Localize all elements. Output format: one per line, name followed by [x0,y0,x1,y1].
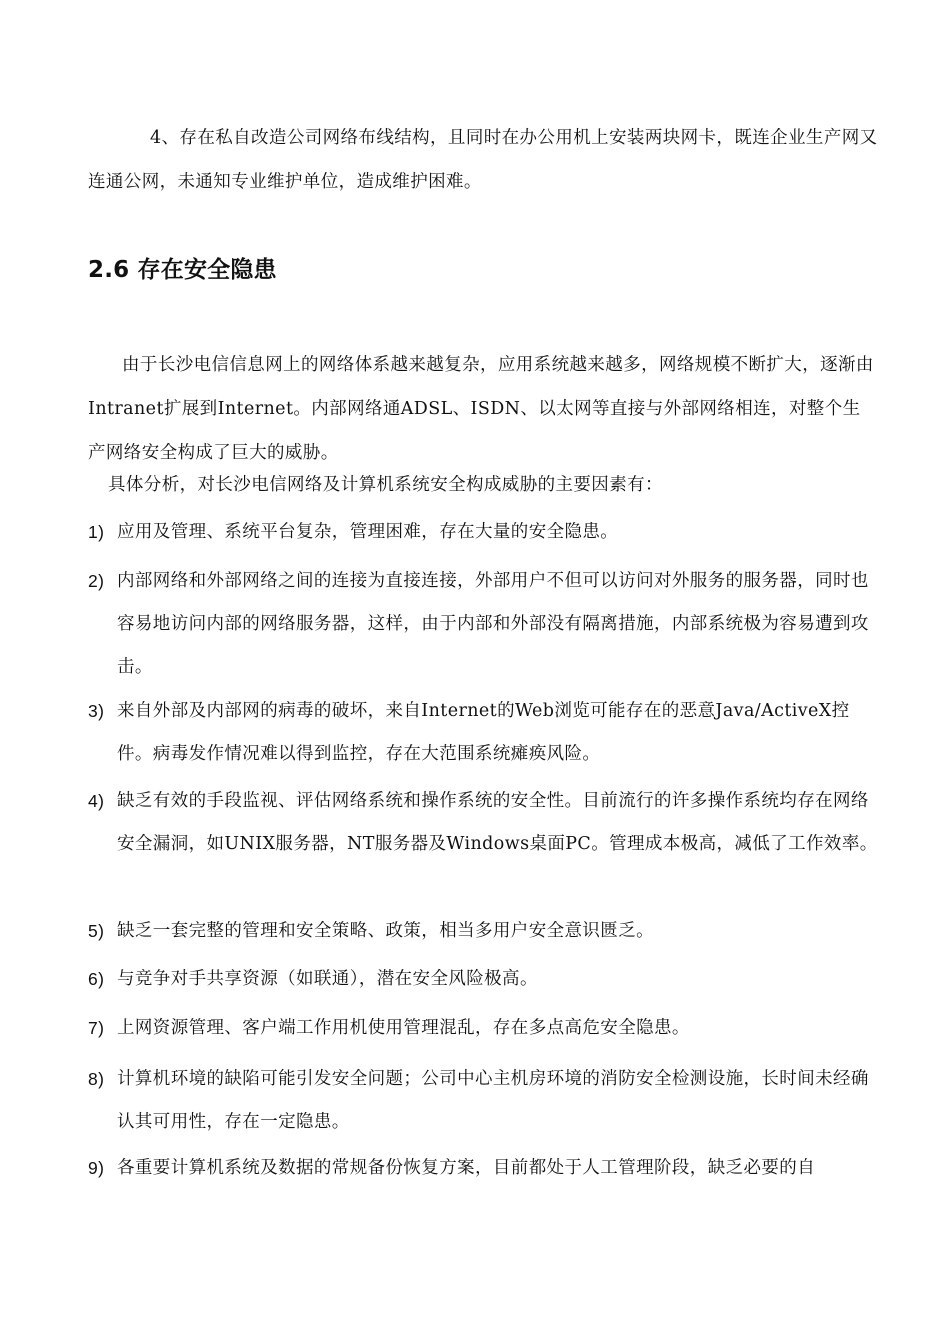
list-item [88,560,878,689]
list-item-text: 计算机环境的缺陷可能引发安全问题；公司中心主机房环境的消防安全检测设施，长时间未经确认其可用性，存在一定隐患。 [117,1069,869,1132]
list-item-text: 与竞争对手共享资源（如联通），潜在安全风险极高。 [117,969,538,989]
intro-paragraph: 4、存在私自改造公司网络布线结构，且同时在办公用机上安装两块网卡，既连企业生产网又连通公网，未通知专业维护单位，造成维护困难。 [88,128,878,192]
list-item-text: 缺乏有效的手段监视、评估网络系统和操作系统的安全性。目前流行的许多操作系统均存在网络安全漏洞，如UNIX服务器，NT服务器及Windows桌面PC。管理成本极高，减低了工作效率。 [117,791,878,854]
section-heading: 2.6 存在安全隐患 [88,257,277,283]
analysis-intro: 具体分析，对长沙电信网络及计算机系统安全构成威胁的主要因素有： [108,475,663,495]
list-item [88,1007,878,1050]
list-item-text: 内部网络和外部网络之间的连接为直接连接，外部用户不但可以访问对外服务的服务器，同时也容易地访问内部的网络服务器，这样，由于内部和外部没有隔离措施，内部系统极为容易遭到攻击。 [117,571,869,677]
list-item-number: 7) [88,1018,105,1038]
body-paragraph: 由于长沙电信信息网上的网络体系越来越复杂，应用系统越来越多，网络规模不断扩大，逐渐由Intranet扩展到Internet。内部网络通ADSL、ISDN、以太网等直接与外部网络相连，对整个生产网络安全构成了巨大的威胁。 [88,355,874,463]
list-item-number: 6) [88,969,105,989]
list-item-number: 4) [88,791,105,811]
list-item-number: 9) [88,1158,105,1178]
list-item-number: 2) [88,571,105,591]
list-item [88,1147,878,1190]
list-item-number: 5) [88,921,105,941]
list-item [88,690,878,776]
list-item-text: 来自外部及内部网的病毒的破坏，来自Internet的Web浏览可能存在的恶意Java/ActiveX控件。病毒发作情况难以得到监控，存在大范围系统瘫痪风险。 [117,701,850,764]
list-item [88,1058,878,1144]
list-item [88,958,878,1001]
list-item-number: 1) [88,522,105,542]
list-item-number: 3) [88,701,105,721]
list-item-text: 上网资源管理、客户端工作用机使用管理混乱，存在多点高危安全隐患。 [117,1018,690,1038]
list-item [88,511,878,554]
list-item-text: 缺乏一套完整的管理和安全策略、政策，相当多用户安全意识匮乏。 [117,921,654,941]
list-item-text: 各重要计算机系统及数据的常规备份恢复方案，目前都处于人工管理阶段，缺乏必要的自 [117,1158,816,1178]
list-item [88,780,878,866]
list-item-text: 应用及管理、系统平台复杂，管理困难，存在大量的安全隐患。 [117,522,619,542]
list-item [88,910,878,953]
list-item-number: 8) [88,1069,105,1089]
